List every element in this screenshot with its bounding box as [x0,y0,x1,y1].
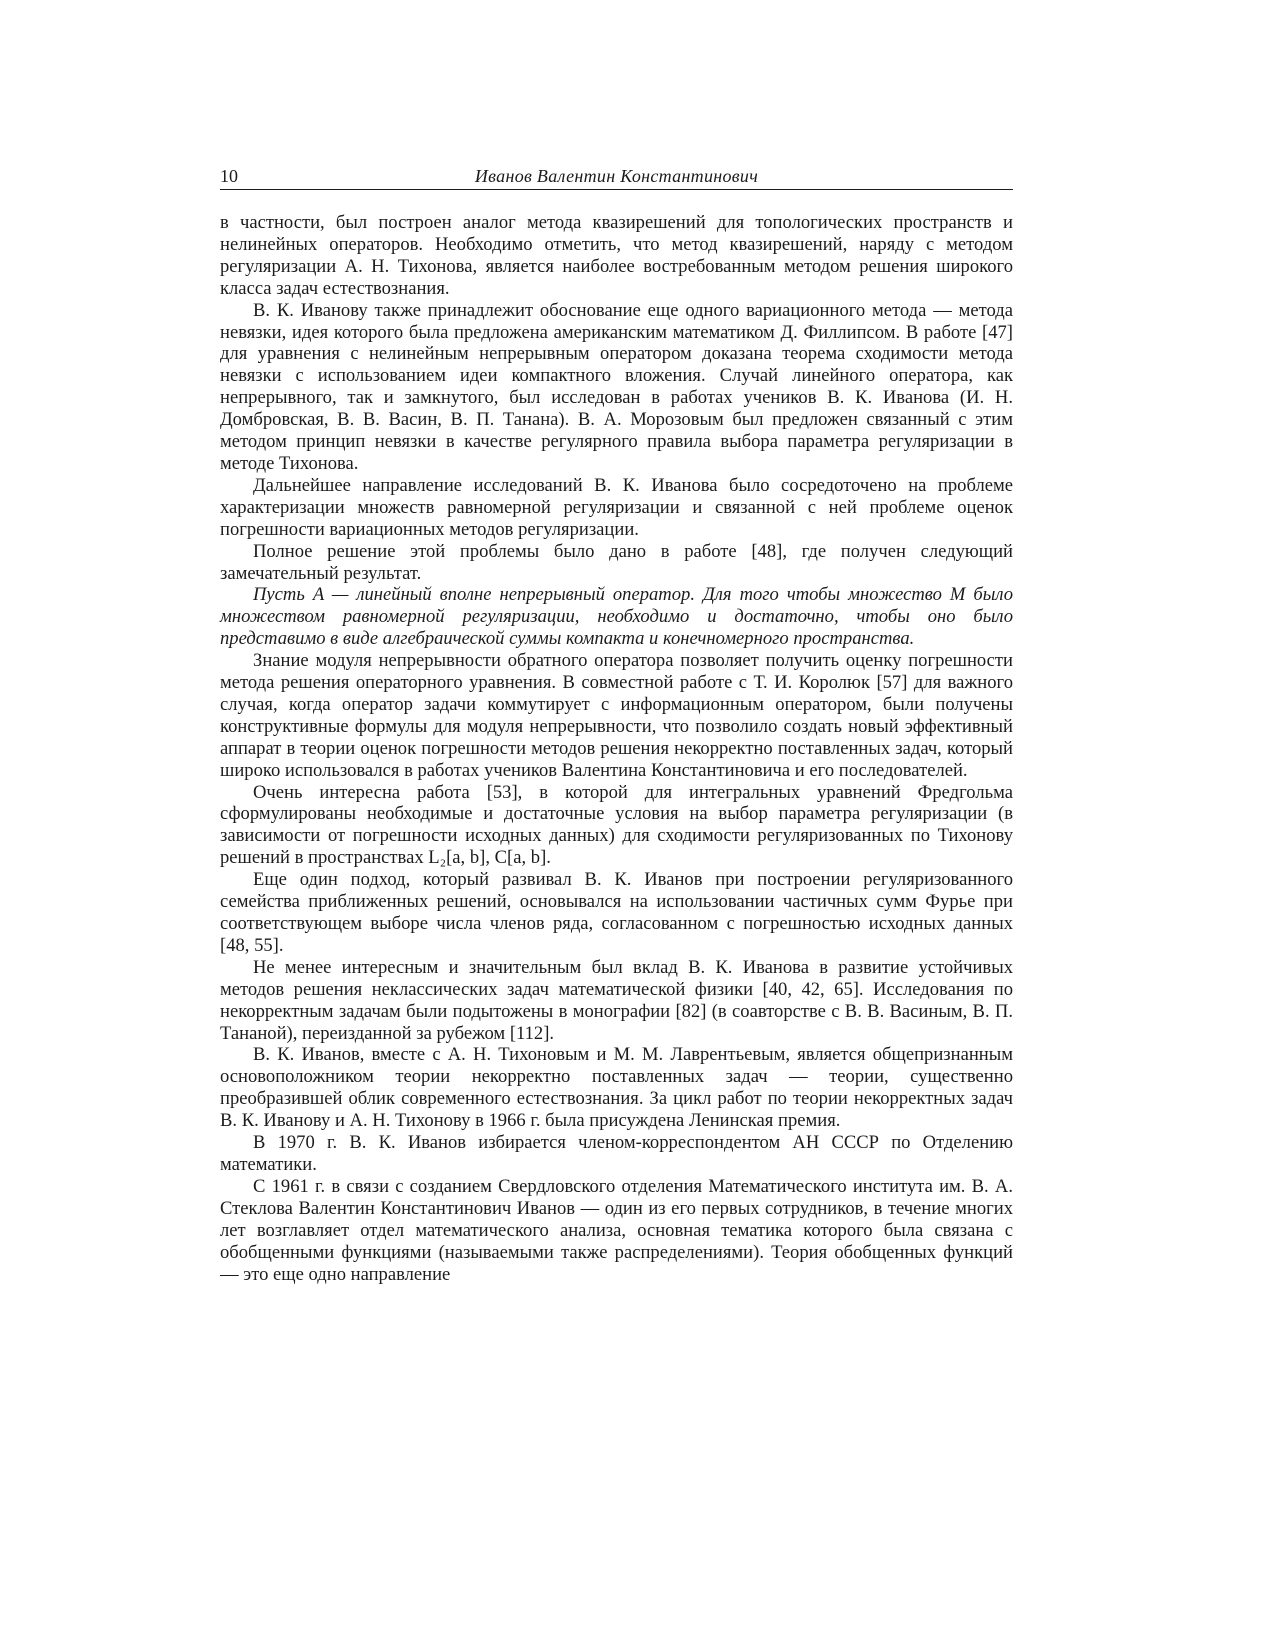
paragraph-lenin-prize: В. К. Иванов, вместе с А. Н. Тихоновым и М. М. Лаврентьевым, является общепризнанным основоположником теории некорректно поставленных задач — теории, существенно преобразившей облик современного естествознания. За цикл работ по теории некорректных задач В. К. Иванову и А. Н. Тихонову в 1966 г. была присуждена Ленинская премия. [220,1044,1013,1132]
running-header [220,163,1013,190]
paragraph-mathematical-physics: Не менее интересным и значительным был вклад В. К. Иванова в развитие устойчивых методов решения неклассических задач математической физики [40, 42, 65]. Исследования по некорректным задачам были подытожены в монографии [82] (в соавторстве с В. В. Васиным, В. П. Тананой), переизданной за рубежом [112]. [220,956,1013,1044]
paragraph-uniform-regularization: Дальнейшее направление исследований В. К. Иванова было сосредоточено на проблеме характеризации множеств равномерной регуляризации и связанной с ней проблеме оценок погрешности вариационных методов регуляризации. [220,474,1013,540]
theorem-statement: Пусть A — линейный вполне непрерывный оператор. Для того чтобы множество M было множеством равномерной регуляризации, необходимо и достаточно, чтобы оно было представимо в виде алгебраической суммы компакта и конечномерного пространства. [220,584,1013,650]
paragraph-fourier-sums: Еще один подход, который развивал В. К. Иванов при построении регуляризованного семейства приближенных решений, основывался на использовании частичных сумм Фурье при соответствующем выборе числа членов ряда, согласованном с погрешностью исходных данных [48, 55]. [220,869,1013,956]
paragraph-steklov-institute: С 1961 г. в связи с созданием Свердловского отделения Математического института им. В. А. Стеклова Валентин Константинович Иванов — один из его первых сотрудников, в течение многих лет возглавляет отдел математического анализа, основная тематика которого была связана с обобщенными функциями (называемыми также распределениями). Теория обобщенных функций — это еще одно направление [220,1175,1013,1285]
paragraph-fredholm-equations: Очень интересна работа [53], в которой для интегральных уравнений Фредгольма сформулированы необходимые и достаточные условия на выбор параметра регуляризации (в зависимости от погрешности исходных данных) для сходимости регуляризованных по Тихонову решений в пространствах L₂[a, b], C[a, b]. [220,781,1013,869]
paragraph-continuity-modulus: Знание модуля непрерывности обратного оператора позволяет получить оценку погрешности метода решения операторного уравнения. В совместной работе с Т. И. Королюк [57] для важного случая, когда оператор задачи коммутирует с информационным оператором, были получены конструктивные формулы для модуля непрерывности, что позволило создать новый эффективный аппарат в теории оценок погрешности методов решения некорректно поставленных задач, который широко использовался в работах учеников Валентина Константиновича и его последователей. [220,650,1013,781]
page-number: 10 [220,166,238,186]
paragraph-quasisolutions-continued: в частности, был построен аналог метода квазирешений для топологических пространств и нелинейных операторов. Необходимо отметить, что метод квазирешений, наряду с методом регуляризации А. Н. Тихонова, является наиболее востребованным методом решения широкого класса задач естествознания. [220,212,1013,299]
body-text [220,212,1013,1285]
paragraph-residual-method: В. К. Иванову также принадлежит обоснование еще одного вариационного метода — метода невязки, идея которого была предложена американским математиком Д. Филлипсом. В работе [47] для уравнения с нелинейным непрерывным оператором доказана теорема сходимости метода невязки с использованием идеи компактного вложения. Случай линейного оператора, как непрерывного, так и замкнутого, был исследован в работах учеников В. К. Иванова (И. Н. Домбровская, В. В. Васин, В. П. Танана). В. А. Морозовым был предложен связанный с этим методом принцип невязки в качестве регулярного правила выбора параметра регуляризации в методе Тихонова. [220,299,1013,474]
book-page [220,163,1013,1285]
running-title: Иванов Валентин Константинович [474,166,759,186]
paragraph-corresponding-member: В 1970 г. В. К. Иванов избирается членом-корреспондентом АН СССР по Отделению математики. [220,1132,1013,1175]
paragraph-complete-solution: Полное решение этой проблемы было дано в работе [48], где получен следующий замечательный результат. [220,540,1013,584]
